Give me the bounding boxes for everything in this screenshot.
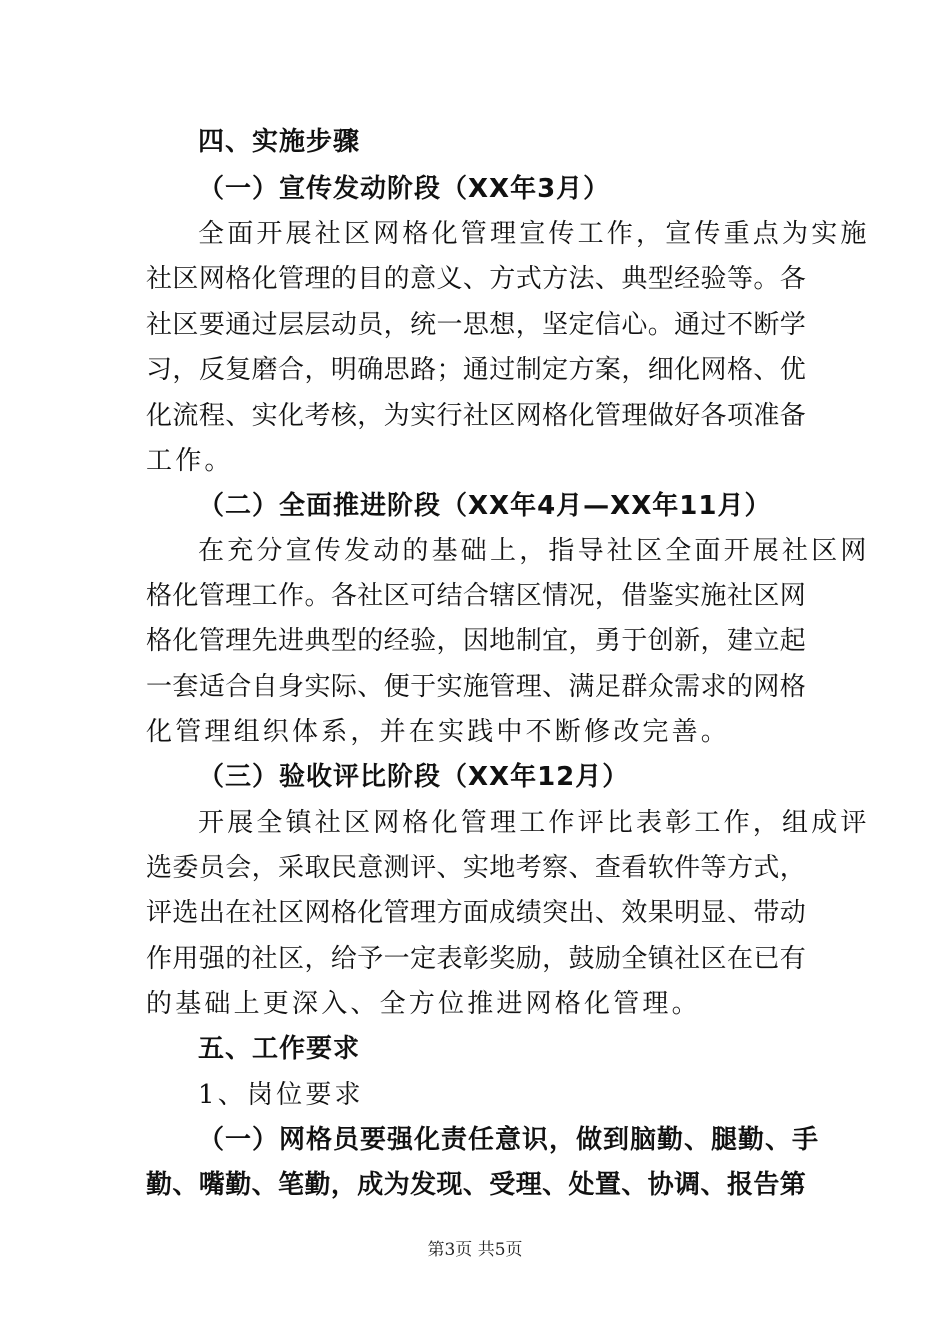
- paragraph-text: 开展全镇社区网格化管理工作评比表彰工作，组成评: [198, 808, 870, 838]
- section-heading: （一）宣传发动阶段（XX年3月）: [198, 174, 611, 204]
- text-line: [0, 441, 950, 481]
- text-line: [0, 259, 950, 299]
- paragraph-text: 1、岗位要求: [198, 1080, 364, 1110]
- section-heading: 勤 、 嘴 勤 、 笔 勤 ， 成 为 发 现 、 受 理 、 处 置 、 协 调 、 报 告 第: [146, 1170, 806, 1200]
- page-footer: 第3页 共5页: [427, 1240, 523, 1260]
- text-line: [0, 1120, 950, 1160]
- paragraph-text: 社 区 网 格 化 管 理 的 目 的 意 义 、 方 式 方 法 、 典 型 经 验 等 。 各: [146, 264, 806, 294]
- text-line: [0, 984, 950, 1024]
- text-line: [0, 350, 950, 390]
- section-heading: （二）全面推进阶段（XX年4月—XX年11月）: [198, 491, 772, 521]
- paragraph-text: 一 套 适 合 自 身 实 际 、 便 于 实 施 管 理 、 满 足 群 众 需 求 的 网 格: [146, 672, 806, 702]
- paragraph-text: 的基础上更深入、全方位推进网格化管理。: [146, 989, 701, 1019]
- paragraph-text: 选 委 员 会 ， 采 取 民 意 测 评 、 实 地 考 察 、 查 看 软 件 等 方 式 ，: [146, 853, 806, 883]
- text-line: [0, 667, 950, 707]
- section-heading: 五、工作要求: [198, 1034, 361, 1064]
- text-line: [0, 848, 950, 888]
- text-line: [0, 803, 950, 843]
- paragraph-text: 评 选 出 在 社 区 网 格 化 管 理 方 面 成 绩 突 出 、 效 果 明 显 、 带 动: [146, 898, 806, 928]
- section-heading: （三）验收评比阶段（XX年12月）: [198, 762, 630, 792]
- paragraph-text: 格 化 管 理 先 进 典 型 的 经 验 ， 因 地 制 宜 ， 勇 于 创 新 ， 建 立 起: [146, 626, 806, 656]
- text-line: [0, 576, 950, 616]
- paragraph-text: 习 ， 反 复 磨 合 ， 明 确 思 路 ； 通 过 制 定 方 案 ， 细 化 网 格 、 优: [146, 355, 806, 385]
- text-line: [0, 122, 950, 162]
- text-line: [0, 939, 950, 979]
- text-line: [0, 1165, 950, 1205]
- paragraph-text: 工作。: [146, 446, 234, 476]
- text-line: [0, 214, 950, 254]
- paragraph-text: 在充分宣传发动的基础上，指导社区全面开展社区网: [198, 536, 870, 566]
- text-line: [0, 396, 950, 436]
- text-line: [0, 1075, 950, 1115]
- text-line: [0, 531, 950, 571]
- text-line: [0, 893, 950, 933]
- text-line: [0, 486, 950, 526]
- text-line: [0, 169, 950, 209]
- text-line: [0, 621, 950, 661]
- section-heading: 四、实施步骤: [198, 127, 361, 157]
- paragraph-text: 格 化 管 理 工 作 。 各 社 区 可 结 合 辖 区 情 况 ， 借 鉴 实 施 社 区 网: [146, 581, 806, 611]
- section-heading: （一）网格员要强化责任意识，做到脑勤、腿勤、手: [198, 1125, 820, 1155]
- text-line: [0, 757, 950, 797]
- paragraph-text: 全面开展社区网格化管理宣传工作，宣传重点为实施: [198, 219, 870, 249]
- paragraph-text: 化管理组织体系，并在实践中不断修改完善。: [146, 717, 731, 747]
- paragraph-text: 社 区 要 通 过 层 层 动 员 ， 统 一 思 想 ， 坚 定 信 心 。 通 过 不 断 学: [146, 310, 806, 340]
- paragraph-text: 作 用 强 的 社 区 ， 给 予 一 定 表 彰 奖 励 ， 鼓 励 全 镇 社 区 在 已 有: [146, 944, 806, 974]
- text-line: [0, 305, 950, 345]
- text-line: [0, 712, 950, 752]
- paragraph-text: 化 流 程 、 实 化 考 核 ， 为 实 行 社 区 网 格 化 管 理 做 好 各 项 准 备: [146, 401, 806, 431]
- text-line: [0, 1029, 950, 1069]
